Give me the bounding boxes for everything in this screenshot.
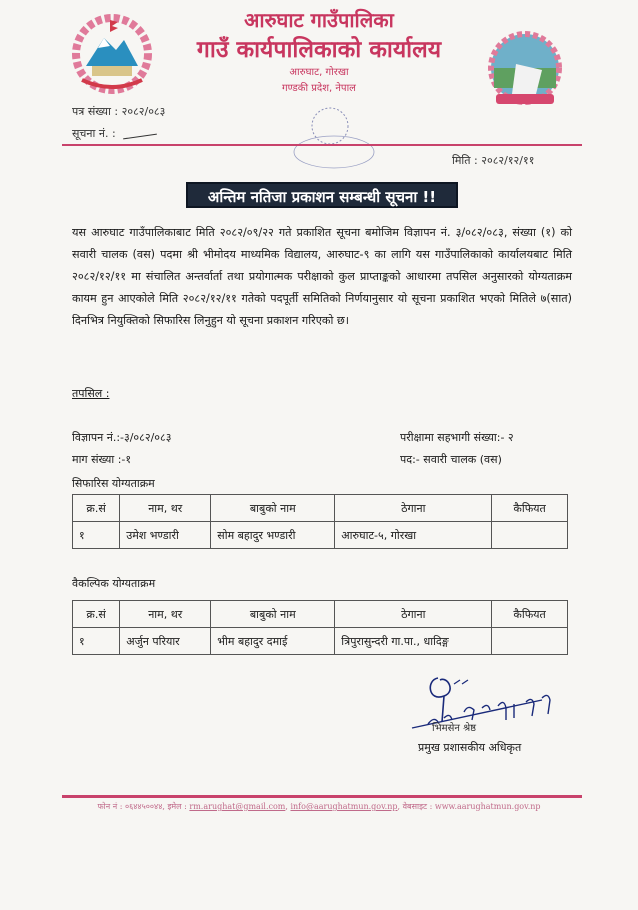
address-line-2: गण्डकी प्रदेश, नेपाल [282, 83, 356, 94]
website-link[interactable]: www.aarughatmun.gov.np [434, 802, 541, 811]
issue-date [452, 153, 534, 168]
municipality-name: आरुघाट गाउँपालिका [244, 8, 394, 32]
signatory-role: प्रमुख प्रशासकीय अधिकृत [418, 741, 522, 754]
cell-father-name: सोम बहादुर भण्डारी [211, 522, 335, 549]
cell-name: अर्जुन परियार [120, 628, 211, 655]
cell-serial: १ [73, 628, 120, 655]
cell-remarks [492, 522, 568, 549]
table-header-row [73, 601, 568, 628]
recommended-heading: सिफारिस योग्यताक्रम [72, 477, 155, 490]
col-address: ठेगाना [335, 601, 492, 628]
demand-count: माग संख्या :-१ [72, 453, 132, 466]
notice-number [72, 126, 157, 141]
cell-father-name: भीम बहादुर दमाई [211, 628, 335, 655]
cell-remarks [492, 628, 568, 655]
details-heading: तपसिल : [72, 387, 110, 400]
date-label: मिति : [452, 154, 478, 167]
phone-number: ०६४४५००४४, [124, 802, 165, 811]
header-divider [62, 144, 582, 146]
participant-count: परीक्षामा सहभागी संख्या:- २ [400, 431, 514, 444]
col-father-name: बाबुको नाम [211, 601, 335, 628]
phone-label: फोन नं : [97, 802, 123, 811]
office-seal-stamp [288, 106, 376, 170]
table-header-row [73, 495, 568, 522]
cell-name: उमेश भण्डारी [120, 522, 211, 549]
municipality-logo [476, 24, 574, 110]
col-remarks: कैफियत [492, 495, 568, 522]
table-row [73, 628, 568, 655]
signatory-name: भिमसेन श्रेष्ठ [432, 723, 477, 734]
col-father-name: बाबुको नाम [211, 495, 335, 522]
notice-number-label: सूचना नं. : [72, 127, 116, 140]
email-link-1[interactable]: rm.arughat@gmail.com [189, 802, 286, 811]
table-row [73, 522, 568, 549]
footer-divider [62, 795, 582, 798]
website-label: वेबसाइट : [402, 802, 433, 811]
post-name: पद:- सवारी चालक (वस) [400, 453, 502, 466]
office-name: गाउँ कार्यपालिकाको कार्यालय [196, 37, 442, 63]
col-serial: क्र.सं [73, 601, 120, 628]
alternate-heading: वैकल्पिक योग्यताक्रम [72, 577, 156, 590]
recommended-table [72, 494, 568, 549]
notice-title: अन्तिम नतिजा प्रकाशन सम्बन्धी सूचना !! [186, 182, 458, 208]
email-link-2[interactable]: info@aarughatmun.gov.np [290, 802, 398, 811]
cell-address: त्रिपुरासुन्दरी गा.पा., धादिङ्ग [335, 628, 492, 655]
letter-number-value: २०८२/०८३ [121, 105, 166, 118]
col-serial: क्र.सं [73, 495, 120, 522]
notice-body: यस आरुघाट गाउँपालिकाबाट मिति २०८२/०९/२२ गते प्रकाशित सूचना बमोजिम विज्ञापन नं. ३/०८२/०८३, संख्या (१) को सवारी चालक (वस) पदमा श्री भीमोदय माध्यमिक विद्यालय, आरुघाट-९ का लागि यस गाउँपालिकाको कार्यालयबाट मिति २०८२/१२/११ मा संचालित अन्तर्वार्ता तथा प्रयोगात्मक परीक्षाको कुल प्राप्ताङ्कको आधारमा तपसिल अनुसारको योग्यताक्रम कायम हुन आएकोले मिति २०८२/१२/११ गतेको पदपूर्ती समितिको निर्णयानुसार यो सूचना प्रकाशित भएको मितिले ७(सात) दिनभित्र नियुक्तिको सिफारिस लिनुहुन यो सूचना प्रकाशन गरिएको छ। [72, 226, 572, 327]
date-value: २०८२/१२/११ [481, 154, 535, 167]
col-name: नाम, थर [120, 601, 211, 628]
email-label: इमेल : [167, 802, 187, 811]
address-line-1: आरुघाट, गोरखा [289, 67, 349, 78]
notice-number-dash [123, 134, 157, 140]
col-name: नाम, थर [120, 495, 211, 522]
cell-address: आरुघाट-५, गोरखा [335, 522, 492, 549]
footer-contact: फोन नं : ०६४४५००४४, इमेल : rm.arughat@gmail.com, info@aarughatmun.gov.np, वेबसाइट : www.aarughatmun.gov.np [97, 802, 541, 811]
letter-number-label: पत्र संख्या : [72, 105, 119, 118]
cell-serial: १ [73, 522, 120, 549]
alternate-table [72, 600, 568, 655]
letter-number [72, 104, 165, 119]
col-remarks: कैफियत [492, 601, 568, 628]
advertisement-number: विज्ञापन नं.:-३/०८२/०८३ [72, 431, 172, 444]
col-address: ठेगाना [335, 495, 492, 522]
